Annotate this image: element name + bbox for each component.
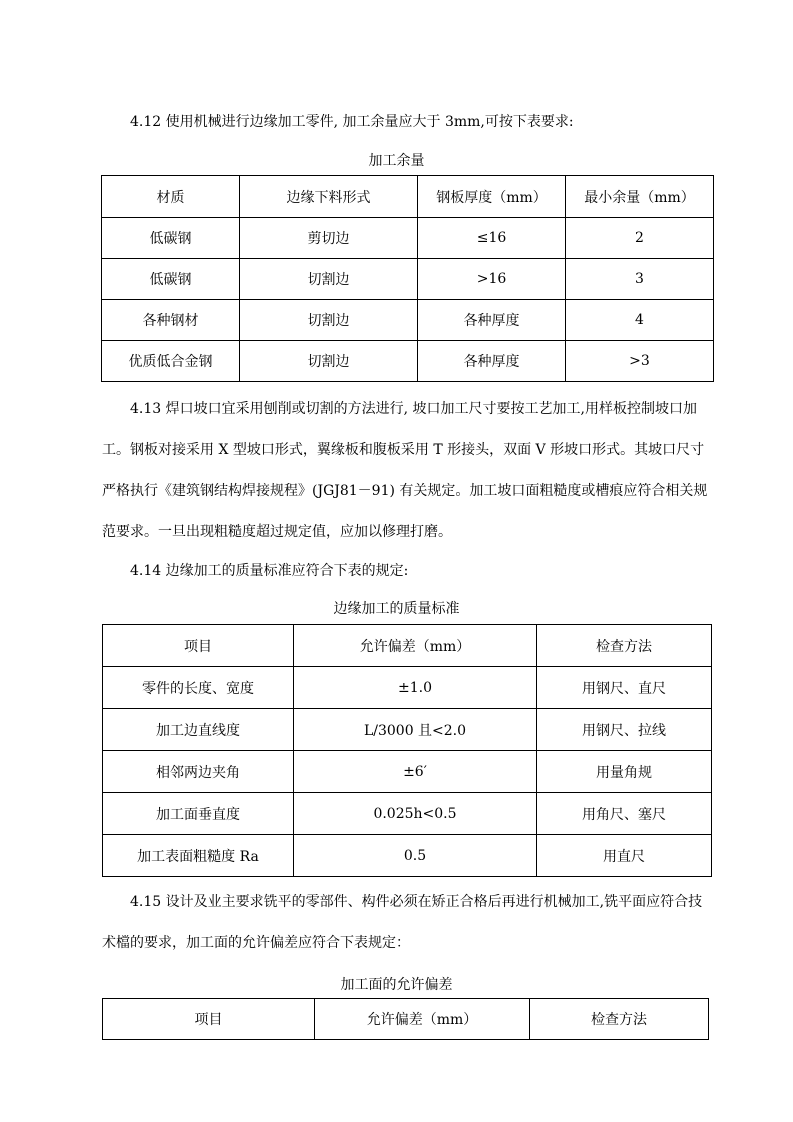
- table2-cell: 相邻两边夹角: [103, 751, 294, 793]
- table1-header-cell: 钢板厚度（mm）: [418, 176, 566, 218]
- table2-cell: 0.5: [294, 835, 537, 877]
- table3-header-cell: 允许偏差（mm）: [315, 999, 530, 1040]
- table-row: [103, 793, 712, 835]
- paragraph-4-12: 4.12 使用机械进行边缘加工零件, 加工余量应大于 3mm,可按下表要求:: [130, 114, 574, 130]
- table2-cell: 用钢尺、拉线: [537, 709, 712, 751]
- table2-cell: 用角尺、塞尺: [537, 793, 712, 835]
- table1-cell: 低碳钢: [102, 218, 240, 259]
- table-row: [102, 300, 714, 341]
- table1-header-cell: 最小余量（mm）: [566, 176, 714, 218]
- table3-header-cell: 检查方法: [530, 999, 709, 1040]
- table1-cell: 优质低合金钢: [102, 341, 240, 382]
- table-row: [102, 218, 714, 259]
- table2-cell: 零件的长度、宽度: [103, 667, 294, 709]
- table1-cell: 各种厚度: [418, 341, 566, 382]
- table1-header-cell: 材质: [102, 176, 240, 218]
- table2-header-cell: 检查方法: [537, 625, 712, 667]
- table1-cell: 切割边: [240, 259, 418, 300]
- table2-header-row: [103, 625, 712, 667]
- table1-cell: ≤16: [418, 218, 566, 259]
- table1-header-cell: 边缘下料形式: [240, 176, 418, 218]
- paragraph-4-14: 4.14 边缘加工的质量标准应符合下表的规定:: [130, 563, 409, 579]
- table1-cell: >16: [418, 259, 566, 300]
- table2-cell: 用量角规: [537, 751, 712, 793]
- table3-header-row: [103, 999, 709, 1040]
- table1-cell: 低碳钢: [102, 259, 240, 300]
- table2-cell: ±6′: [294, 751, 537, 793]
- table3-header-cell: 项目: [103, 999, 315, 1040]
- table2-cell: L/3000 且<2.0: [294, 709, 537, 751]
- table1-cell: 切割边: [240, 300, 418, 341]
- table1-cell: 各种钢材: [102, 300, 240, 341]
- table1-cell: 3: [566, 259, 714, 300]
- table1-cell: 2: [566, 218, 714, 259]
- table2-header-cell: 项目: [103, 625, 294, 667]
- table2-cell: 加工边直线度: [103, 709, 294, 751]
- table2-caption: 边缘加工的质量标准: [333, 601, 460, 617]
- table3-caption: 加工面的允许偏差: [340, 977, 453, 993]
- table1-machining-allowance: [101, 175, 714, 382]
- table-row: [103, 835, 712, 877]
- paragraph-4-15: 4.15 设计及业主要求铣平的零部件、构件必须在矫正合格后再进行机械加工,铣平面应符合技术檔的要求，加工面的允许偏差应符合下表规定：: [102, 894, 703, 951]
- table-row: [103, 667, 712, 709]
- table2-cell: 加工面垂直度: [103, 793, 294, 835]
- table2-cell: 0.025h<0.5: [294, 793, 537, 835]
- table2-cell: ±1.0: [294, 667, 537, 709]
- table-row: [102, 259, 714, 300]
- table3-surface-tolerance: [102, 998, 709, 1040]
- table-row: [102, 341, 714, 382]
- table1-caption: 加工余量: [368, 153, 425, 169]
- table-row: [103, 751, 712, 793]
- table1-header-row: [102, 176, 714, 218]
- table1-cell: >3: [566, 341, 714, 382]
- table1-cell: 4: [566, 300, 714, 341]
- table2-header-cell: 允许偏差（mm）: [294, 625, 537, 667]
- table1-cell: 各种厚度: [418, 300, 566, 341]
- table1-cell: 切割边: [240, 341, 418, 382]
- table-row: [103, 709, 712, 751]
- table1-cell: 剪切边: [240, 218, 418, 259]
- table2-edge-quality: [102, 624, 712, 877]
- table2-cell: 用直尺: [537, 835, 712, 877]
- paragraph-4-13: 4.13 焊口坡口宜采用刨削或切割的方法进行, 坡口加工尺寸要按工艺加工,用样板控制坡口加工。钢板对接采用 X 型坡口形式，翼缘板和腹板采用 T 形接头，双面 V 形坡口形式。其坡口尺寸严格执行《建筑钢结构焊接规程》(JGJ81－91) 有关规定。加工坡口面粗糙度或槽痕应符合相关规范要求。一旦出现粗糙度超过规定值，应加以修理打磨。: [102, 401, 708, 540]
- table2-cell: 用钢尺、直尺: [537, 667, 712, 709]
- table2-cell: 加工表面粗糙度 Ra: [103, 835, 294, 877]
